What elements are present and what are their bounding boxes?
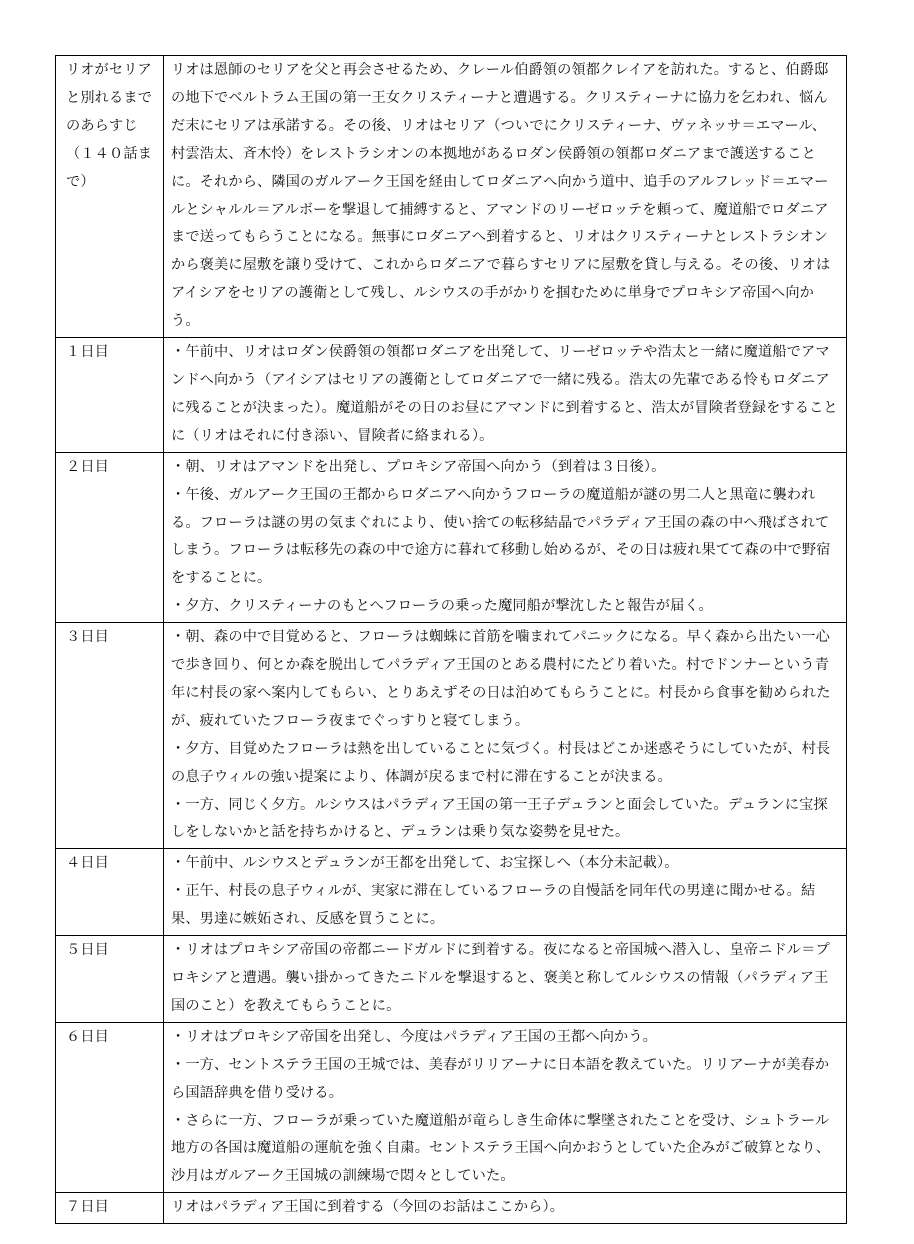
table-row-day-7 — [56, 1193, 847, 1224]
day-cell — [56, 1193, 164, 1224]
day-cell — [56, 338, 164, 453]
event-cell — [164, 338, 847, 453]
event-text: リオは恩師のセリアを父と再会させるため、クレール伯爵領の領都クレイアを訪れた。すると、伯爵邸の地下でベルトラム王国の第一王女クリスティーナと遭遇する。クリスティーナに協力を乞われ、悩んだ末にセリアは承諾する。その後、リオはセリア（ついでにクリスティーナ、ヴァネッサ＝エマール、村雲浩太、斉木怜）をレストラシオンの本拠地があるロダン侯爵領の領都ロダニアまで護送することに。それから、隣国のガルアーク王国を経由してロダニアへ向かう道中、追手のアルフレッド＝エマールとシャルル＝アルボーを撃退して捕縛すると、アマンドのリーゼロッテを頼って、魔道船でロダニアまで送ってもらうことになる。無事にロダニアへ到着すると、リオはクリスティーナとレストラシオンから褒美に屋敷を譲り受けて、これからロダニアで暮らすセリアに屋敷を貸し与える。その後、リオはアイシアをセリアの護衛として残し、ルシウスの手がかりを掴むために単身でプロキシア帝国へ向かう。 — [171, 62, 831, 330]
event-text: ・午前中、ルシウスとデュランが王都を出発して、お宝探しへ（本分未記載）。 — [171, 855, 679, 872]
event-text: ・朝、森の中で目覚めると、フローラは蜘蛛に首筋を噛まれてパニックになる。早く森から出たい一心で歩き回り、何とか森を脱出してパラディア王国のとある農村にたどり着いた。村でドンナーという青年に村長の家へ案内してもらい、とりあえずその日は泊めてもらうことに。村長から食事を勧められたが、疲れていたフローラ夜までぐっすりと寝てしまう。 — [171, 629, 831, 729]
day-label: ４日目 — [66, 855, 110, 872]
day-label: ２日目 — [66, 458, 110, 475]
event-text: リオはパラディア王国に到着する（今回のお話はここから）。 — [171, 1199, 565, 1216]
event-text: ・朝、リオはアマンドを出発し、プロキシア帝国へ向かう（到着は３日後）。 — [171, 458, 666, 475]
synopsis-timeline-table — [55, 55, 847, 1224]
event-text: ・午前中、リオはロダン侯爵領の領都ロダニアを出発して、リーゼロッテや浩太と一緒に魔道船でアマンドへ向かう（アイシアはセリアの護衛としてロダニアで一緒に残る。浩太の先輩である怜もロダニアに残ることが決まった）。魔道船がその日のお昼にアマンドに到着すると、浩太が冒険者登録をすることに（リオはそれに付き添い、冒険者に絡まれる）。 — [171, 344, 838, 444]
event-text: ・リオはプロキシア帝国を出発し、今度はパラディア王国の王都へ向かう。 — [171, 1028, 658, 1045]
event-text: ・午後、ガルアーク王国の王都からロダニアへ向かうフローラの魔道船が謎の男二人と黒竜に襲われる。フローラは謎の男の気まぐれにより、使い捨ての転移結晶でパラディア王国の森の中へ飛ばされてしまう。フローラは転移先の森の中で途方に暮れて移動し始めるが、その日は疲れ果てて森の中で野宿をすることに。 — [171, 486, 831, 587]
day-label: ３日目 — [66, 629, 110, 646]
event-text: ・夕方、クリスティーナのもとへフローラの乗った魔同船が撃沈したと報告が届く。 — [171, 598, 713, 615]
event-cell — [164, 849, 847, 936]
event-cell — [164, 623, 847, 849]
table-row-day-6 — [56, 1022, 847, 1192]
event-text: ・さらに一方、フローラが乗っていた魔道船が竜らしき生命体に撃墜されたことを受け、シュトラール地方の各国は魔道船の運航を強く自粛。セントステラ王国へ向かおうとしていた企みがご破算となり、沙月はガルアーク王国城の訓練場で悶々としていた。 — [171, 1112, 831, 1185]
event-text: ・夕方、目覚めたフローラは熱を出していることに気づく。村長はどこか迷惑そうにしていたが、村長の息子ウィルの強い提案により、体調が戻るまで村に滞在することが決まる。 — [171, 740, 831, 785]
table-row-synopsis — [56, 56, 847, 338]
day-cell — [56, 623, 164, 849]
table-row-day-1 — [56, 338, 847, 453]
event-text: ・一方、セントステラ王国の王城では、美春がリリアーナに日本語を教えていた。リリアーナが美春から国語辞典を借り受ける。 — [171, 1056, 830, 1101]
event-text: ・一方、同じく夕方。ルシウスはパラディア王国の第一王子デュランと面会していた。デュランに宝探しをしないかと話を持ちかけると、デュランは乗り気な姿勢を見せた。 — [171, 796, 828, 841]
table-row-day-2 — [56, 452, 847, 622]
day-cell — [56, 1022, 164, 1192]
table-row-day-4 — [56, 849, 847, 936]
event-text: ・正午、村長の息子ウィルが、実家に滞在しているフローラの自慢話を同年代の男達に聞かせる。結果、男達に嫉妬され、反感を買うことに。 — [171, 883, 816, 928]
event-text: ・リオはプロキシア帝国の帝都ニードガルドに到着する。夜になると帝国城へ潜入し、皇帝ニドル＝プロキシアと遭遇。襲い掛かってきたニドルを撃退すると、褒美と称してルシウスの情報（パラディア王国のこと）を教えてもらうことに。 — [171, 942, 830, 1014]
day-label: １日目 — [66, 344, 110, 361]
table-row-day-3 — [56, 623, 847, 849]
day-label: ７日目 — [66, 1199, 110, 1216]
event-cell — [164, 452, 847, 622]
day-cell — [56, 936, 164, 1023]
day-label: ５日目 — [66, 942, 110, 959]
event-cell — [164, 1193, 847, 1224]
day-cell — [56, 849, 164, 936]
document-page — [55, 55, 846, 1224]
day-label: リオがセリアと別れるまでのあらすじ（１４０話まで） — [66, 62, 153, 190]
day-cell — [56, 452, 164, 622]
event-cell — [164, 1022, 847, 1192]
table-row-day-5 — [56, 936, 847, 1023]
day-cell — [56, 56, 164, 338]
event-cell — [164, 936, 847, 1023]
day-label: ６日目 — [66, 1028, 110, 1045]
event-cell — [164, 56, 847, 338]
